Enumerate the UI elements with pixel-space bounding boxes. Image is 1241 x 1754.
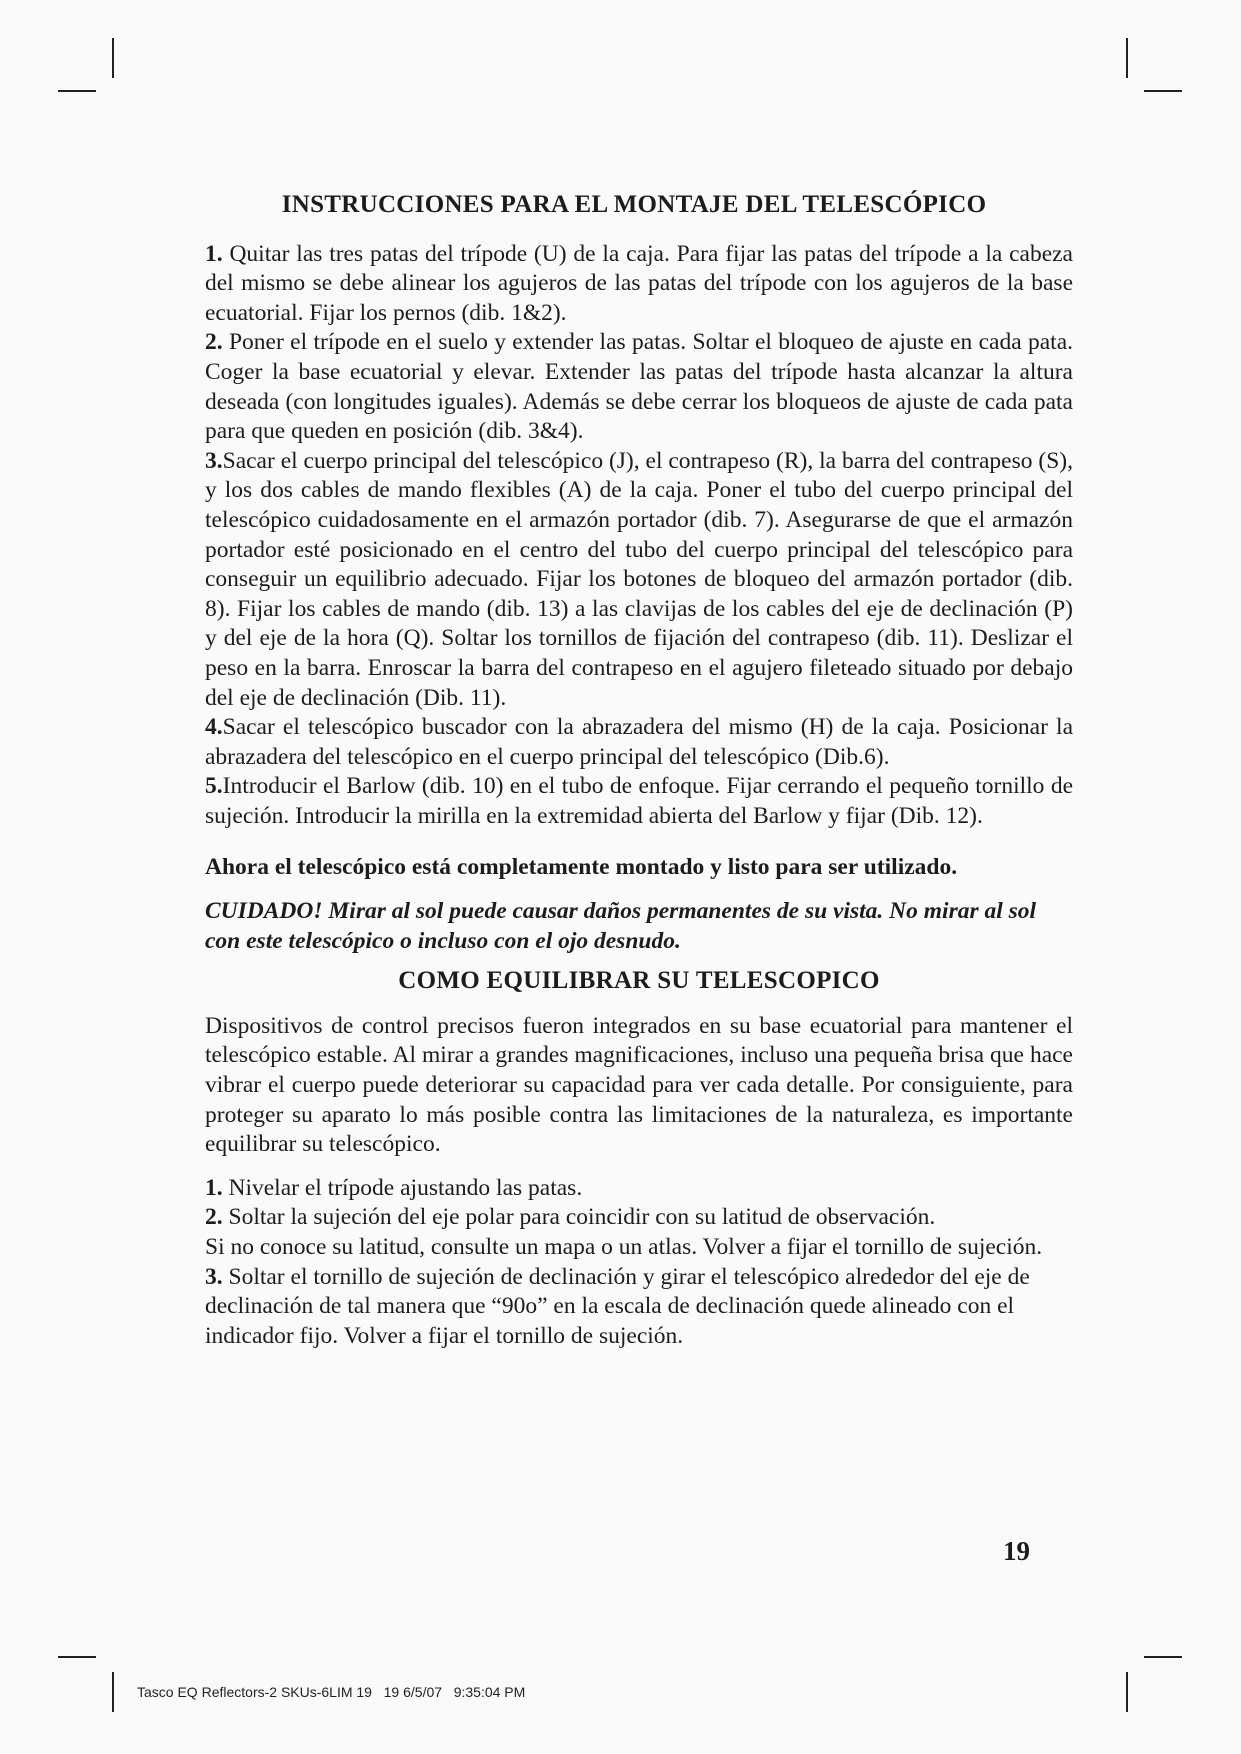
- crop-mark-bottom-left-vertical: [112, 1672, 114, 1712]
- assembly-step-4: 4.Sacar el telescópico buscador con la abrazadera del mismo (H) de la caja. Posicionar la abrazadera del telescópico en el cuerpo principal del telescópico (Dib.6).: [205, 714, 1073, 770]
- crop-mark-bottom-left-horizontal: [58, 1656, 96, 1658]
- page-title: INSTRUCCIONES PARA EL MONTAJE DEL TELESCÓPICO: [281, 191, 987, 218]
- crop-mark-bottom-right-horizontal: [1144, 1656, 1182, 1658]
- sun-warning: CUIDADO! Mirar al sol puede causar daños permanentes de su vista. No mirar al sol con este telescópico o incluso con el ojo desnudo.: [205, 898, 1037, 954]
- balance-step-2: 2. Soltar la sujeción del eje polar para coincidir con su latitud de observación. Si no conoce su latitud, consulte un mapa o un atlas. Volver a fijar el tornillo de sujeción.: [205, 1204, 1043, 1260]
- page-number: 19: [1003, 1536, 1030, 1566]
- assembly-step-5: 5.Introducir el Barlow (dib. 10) en el tubo de enfoque. Fijar cerrando el pequeño tornillo de sujeción. Introducir la mirilla en la extremidad abierta del Barlow y fijar (Dib. 12).: [205, 773, 1073, 829]
- assembly-step-2: 2. Poner el trípode en el suelo y extender las patas. Soltar el bloqueo de ajuste en cada pata. Coger la base ecuatorial y elevar. Extender las patas del trípode hasta alcanzar la altura deseada (con longitudes iguales). Además se debe cerrar los bloqueos de ajuste de cada pata para que queden en posición (dib. 3&4).: [205, 329, 1073, 445]
- print-slug: Tasco EQ Reflectors-2 SKUs-6LIM 19 19 6/5/07 9:35:04 PM: [137, 1684, 526, 1700]
- assembly-step-3: 3.Sacar el cuerpo principal del telescópico (J), el contrapeso (R), la barra del contrapeso (S), y los dos cables de mando flexibles (A) de la caja. Poner el tubo del cuerpo principal del telescópico cuidadosamente en el armazón portador (dib. 7). Asegurarse de que el armazón portador esté posicionado en el centro del tubo del cuerpo principal del telescópico para conseguir un equilibrio adecuado. Fijar los botones de bloqueo del armazón portador (dib. 8). Fijar los cables de mando (dib. 13) a las clavijas de los cables del eje de declinación (P) y del eje de la hora (Q). Soltar los tornillos de fijación del contrapeso (dib. 11). Deslizar el peso en la barra. Enroscar la barra del contrapeso en el agujero fileteado situado por debajo del eje de declinación (Dib. 11).: [205, 447, 1073, 711]
- balance-step-3: 3. Soltar el tornillo de sujeción de declinación y girar el telescópico alrededor del eje de declinación de tal manera que “90o” en la escala de declinación quede alineado con el indicador fijo. Volver a fijar el tornillo de sujeción.: [205, 1263, 1030, 1349]
- crop-mark-top-left-horizontal: [58, 90, 96, 92]
- crop-mark-top-left-vertical: [112, 38, 114, 78]
- balance-intro: Dispositivos de control precisos fueron integrados en su base ecuatorial para mantener el telescópico estable. Al mirar a grandes magnificaciones, incluso una pequeña brisa que hace vibrar el cuerpo puede deteriorar su capacidad para ver cada detalle. Por consiguiente, para proteger su aparato lo más posible contra las limitaciones de la naturaleza, es importante equilibrar su telescópico.: [205, 1012, 1073, 1158]
- section-heading-balance: COMO EQUILIBRAR SU TELESCOPICO: [398, 967, 880, 995]
- crop-mark-bottom-right-vertical: [1126, 1672, 1128, 1712]
- assembly-step-1: 1. Quitar las tres patas del trípode (U) de la caja. Para fijar las patas del trípode a la cabeza del mismo se debe alinear los agujeros de las patas del trípode con los agujeros de la base ecuatorial. Fijar los pernos (dib. 1&2).: [205, 240, 1073, 326]
- crop-mark-top-right-horizontal: [1144, 90, 1182, 92]
- crop-mark-top-right-vertical: [1126, 38, 1128, 78]
- ready-statement: Ahora el telescópico está completamente montado y listo para ser utilizado.: [205, 854, 958, 881]
- page-body: [205, 190, 1073, 1351]
- balance-step-1: 1. Nivelar el trípode ajustando las patas.: [205, 1174, 583, 1201]
